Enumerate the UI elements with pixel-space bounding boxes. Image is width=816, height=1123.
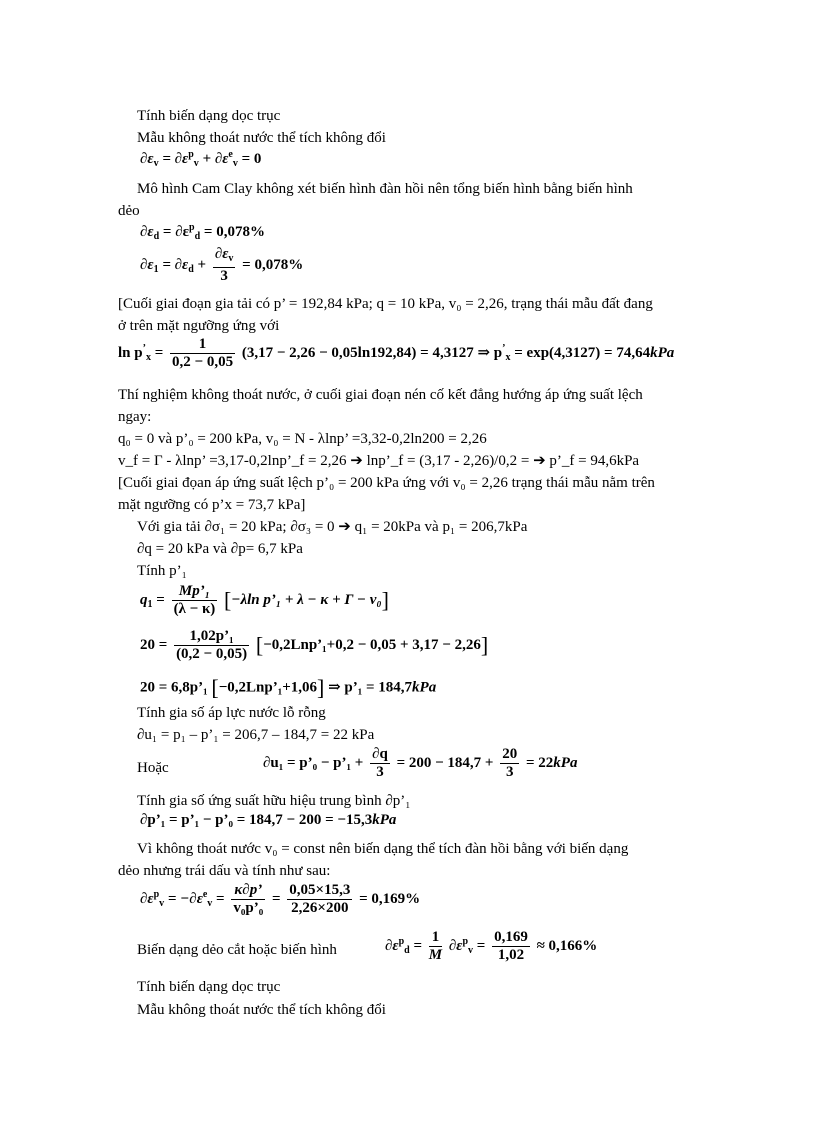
equation-axial-strain: $\partial\varepsilon_1 = \partial\varepsilon_d$ + $\frac{\partial\varepsilon_v}{3}$ = 0,078%	[140, 246, 304, 284]
text-line: ∂u₁ = p₁ – p’₁ = 206,7 – 184,7 = 22 kPa	[137, 727, 375, 743]
text-line: Mẫu không thoát nước thể tích không đổi	[137, 1002, 386, 1018]
text-line: dẻo nhưng trái dấu và tính như sau:	[118, 863, 331, 879]
equation-p1-substituted: 20 = $\frac{\text{1,02p’₁}}{(0,2 - 0,05)}$ [−0,2Lnp’₁+0,2 − 0,05 + 3,17 − 2,26]	[140, 628, 489, 662]
text-line: Mô hình Cam Clay không xét biến hình đàn hồi nên tổng biến hình bằng biến hình	[137, 181, 633, 197]
text-line: mặt ngưỡng có p’x = 73,7 kPa]	[118, 497, 306, 513]
text-line: dẻo	[118, 203, 140, 219]
text-line: Tính p’₁	[137, 563, 187, 579]
text-line: Với gia tải ∂σ₁ = 20 kPa; ∂σ₃ = 0 ➔ q₁ = 20kPa và p₁ = 206,7kPa	[137, 519, 528, 535]
text-line: Biến dạng dẻo cắt hoặc biến hình	[137, 942, 337, 958]
equation-q1: $q_1$ = $\frac{\text{Mp’₁}}{(\lambda - \kappa)}$ [−λln p’₁ + λ − κ + Γ − v₀]	[140, 583, 389, 617]
text-line: Mẫu không thoát nước thể tích không đổi	[137, 130, 386, 146]
text-line: Hoặc	[137, 760, 169, 776]
equation-dp1: ∂p’₁ = p’₁ − p’₀ = 184,7 − 200 = −15,3kPa	[140, 812, 397, 828]
text-line: ∂q = 20 kPa và ∂p= 6,7 kPa	[137, 541, 303, 557]
text-line: Tính gia số áp lực nước lỗ rỗng	[137, 705, 326, 721]
equation-du1-alternative: ∂u₁ = p’₀ − p’₁ + $\frac{\partial q}{3}$ = 200 − 184,7 + $\frac{20}{3}$ = 22kPa	[263, 746, 578, 780]
text-line: ngay:	[118, 409, 152, 425]
equation-p1-result: 20 = 6,8p’₁ [−0,2Lnp’₁+1,06] ⇒ p’₁ = 184,7kPa	[140, 675, 437, 700]
equation-volumetric-strain: $\partial\varepsilon_v = \partial\varepsilon^p_v + \partial\varepsilon^e_v = 0$	[140, 149, 262, 169]
equation-plastic-volumetric-strain: $\partial\varepsilon^p_v = -\partial\varepsilon^e_v$ = $\frac{\kappa\partial p’}{\text{v₀p’₀}}$ = $\frac{0,05\times 15,3}{2,26\times 200}$ = 0,169%	[140, 882, 421, 916]
text-line: [Cuối giai đoạn gia tải có p’ = 192,84 kPa; q = 10 kPa, v₀ = 2,26, trạng thái mẫu đất đang	[118, 296, 653, 312]
text-line: Tính gia số ứng suất hữu hiệu trung bình ∂p’₁	[137, 793, 411, 809]
equation-plastic-shear-strain: $\partial\varepsilon^p_d$ = $\frac{1}{M} \partial\varepsilon^p_v$ = $\frac{0,169}{1,02}$ ≈ 0,166%	[385, 929, 598, 963]
text-line: Thí nghiệm không thoát nước, ở cuối giai đoạn nén cố kết đẳng hướng áp ứng suất lệch	[118, 387, 643, 403]
text-line: Tính biến dạng dọc trục	[137, 979, 281, 995]
text-line: q₀ = 0 và p’₀ = 200 kPa, v₀ = N - λlnp’ =3,32-0,2ln200 = 2,26	[118, 431, 487, 447]
text-line: ở trên mặt ngưỡng ứng với	[118, 318, 280, 334]
text-line: Vì không thoát nước v₀ = const nên biến dạng thể tích đàn hồi bằng với biến dạng	[137, 841, 629, 857]
equation-ln-px: $\ln p^’_x$ = $\frac{1}{0,2 - 0,05}$ (3,17 − 2,26 − 0,05ln192,84) = 4,3127 ⇒ $p^’_x = \exp(4,3127) = 74,64kPa$	[118, 336, 675, 370]
equation-deviatoric-strain: $\partial\varepsilon_d = \partial\varepsilon^p_d = 0,078\%$	[140, 222, 265, 242]
text-line: Tính biến dạng dọc trục	[137, 108, 281, 124]
text-line: [Cuối giai đọan áp ứng suất lệch p’₀ = 200 kPa ứng với v₀ = 2,26 trạng thái mẫu nằm trên	[118, 475, 655, 491]
text-line: v_f = Γ - λlnp’ =3,17-0,2lnp’_f = 2,26 ➔ lnp’_f = (3,17 - 2,26)/0,2 = ➔ p’_f = 94,6kPa	[118, 453, 640, 469]
